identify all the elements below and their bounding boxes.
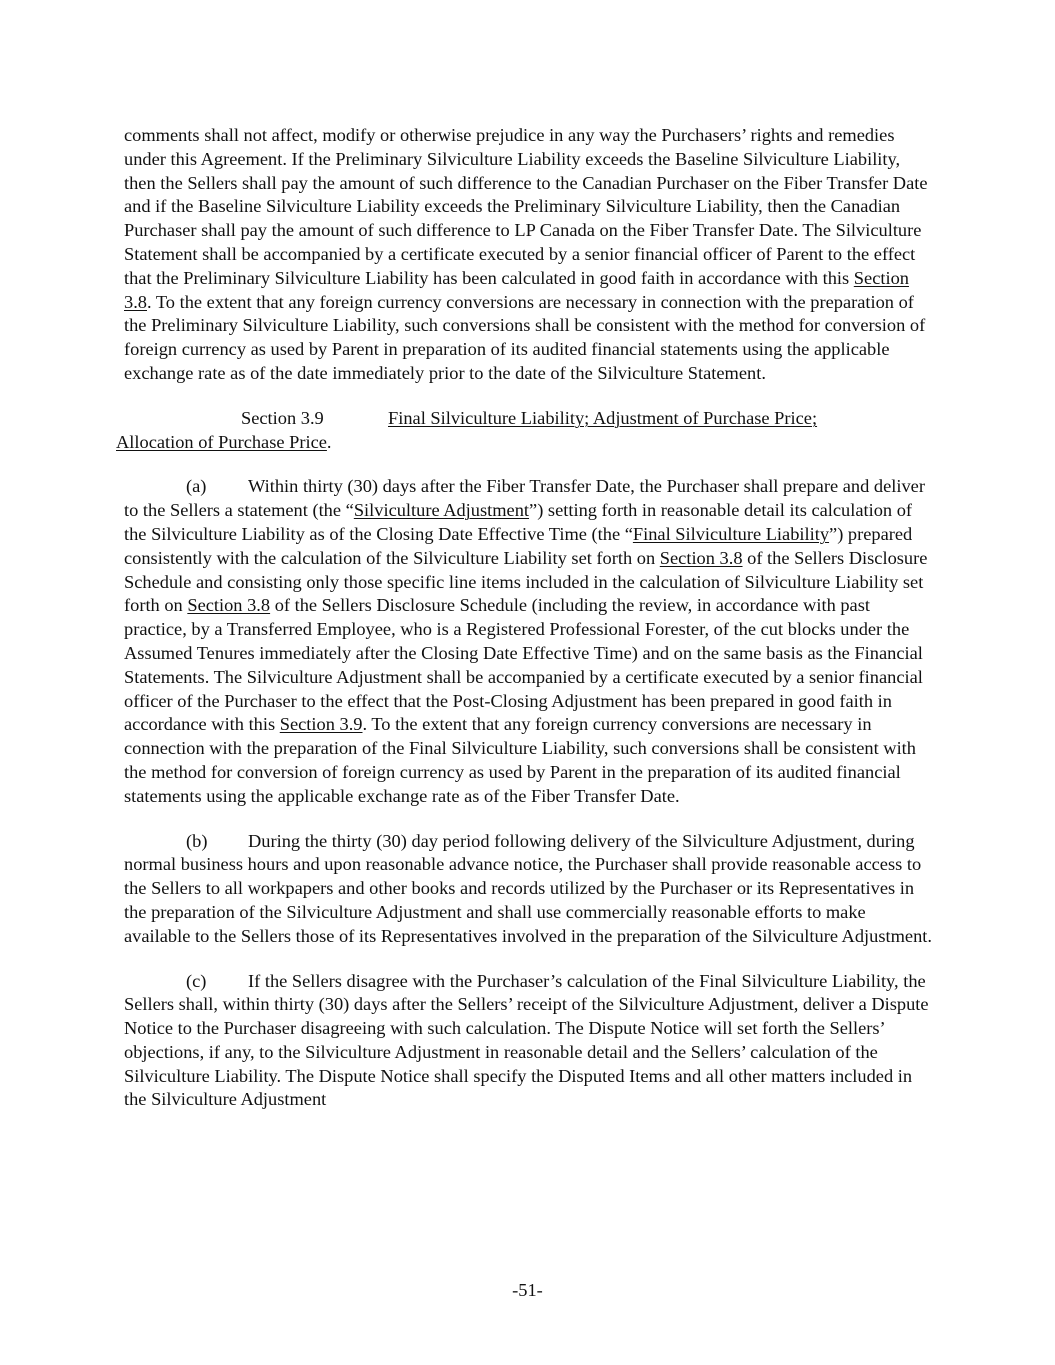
section-heading <box>116 407 932 455</box>
paragraph-c-label: (c) <box>186 970 207 991</box>
defined-term: Silviculture Adjustment <box>353 500 530 521</box>
page-number: -51- <box>512 1280 543 1300</box>
section-title-line2: Allocation of Purchase Price <box>116 431 327 452</box>
section-number: Section 3.9 <box>241 407 324 428</box>
paragraph-b: (b) During the thirty (30) day period following delivery of the Silviculture Adjustment, during normal business hours and upon reasonable advance notice, the Purchaser shall provide reasonable access to the Sellers to all workpapers and other books and records utilized by the Purchaser or its Representatives in the preparation of the Silviculture Adjustment and shall use commercially reasonable efforts to make available to the Sellers those of its Representatives involved in the preparation of the Silviculture Adjustment. <box>124 830 932 946</box>
paragraph-b-label: (b) <box>186 830 208 851</box>
section-reference: Section 3.8 <box>124 267 909 312</box>
section-reference: Section 3.9 <box>279 714 363 735</box>
paragraph-a-label: (a) <box>186 476 207 497</box>
section-title-line1: Final Silviculture Liability; Adjustment of Purchase Price; <box>388 407 818 428</box>
section-title-end: . <box>326 431 332 452</box>
section-reference: Section 3.8 <box>659 547 743 568</box>
paragraph-a: (a) Within thirty (30) days after the Fiber Transfer Date, the Purchaser shall prepare and deliver to the Sellers a statement (the “Silviculture Adjustment”) setting forth in reasonable detail its calculation of the Silviculture Liability as of the Closing Date Effective Time (the “Final Silviculture Liability”) prepared consistently with the calculation of the Silviculture Liability set forth on Section 3.8 of the Sellers Disclosure Schedule and consisting only those specific line items included in the calculation of Silviculture Liability set forth on Section 3.8 of the Sellers Disclosure Schedule (including the review, in accordance with past practice, by a Transferred Employee, who is a Registered Professional Forester, of the cut blocks under the Assumed Tenures immediately after the Closing Date Effective Time) and on the same basis as the Financial Statements. The Silviculture Adjustment shall be accompanied by a certificate executed by a senior financial officer of the Purchaser to the effect that the Post-Closing Adjustment has been prepared in good faith in accordance with this Section 3.9. To the extent that any foreign currency conversions are necessary in connection with the preparation of the Final Silviculture Liability, such conversions shall be consistent with the method for conversion of foreign currency as used by Parent in the preparation of its audited financial statements using the applicable exchange rate as of the Fiber Transfer Date. <box>124 476 928 806</box>
intro-text-2: . To the extent that any foreign currency conversions are necessary in connection with the preparation of the Preliminary Silviculture Liability, such conversions shall be consistent with the method for conversion of foreign currency as used by Parent in preparation of its audited financial statements using the applicable exchange rate as of the date immediately prior to the date of the Silviculture Statement. <box>124 291 926 383</box>
document-page <box>116 124 932 1112</box>
paragraph-c: (c) If the Sellers disagree with the Purchaser’s calculation of the Final Silviculture Liability, the Sellers shall, within thirty (30) days after the Sellers’ receipt of the Silviculture Adjustment, deliver a Dispute Notice to the Purchaser disagreeing with such calculation. The Dispute Notice will set forth the Sellers’ objections, if any, to the Silviculture Adjustment in reasonable detail and the Sellers’ calculation of the Silviculture Liability. The Dispute Notice shall specify the Disputed Items and all other matters included in the Silviculture Adjustment <box>124 970 929 1110</box>
section-reference: Section 3.8 <box>187 595 271 616</box>
intro-text-1: comments shall not affect, modify or otherwise prejudice in any way the Purchasers’ rights and remedies under this Agreement. If the Preliminary Silviculture Liability exceeds the Baseline Silviculture Liability, then the Sellers shall pay the amount of such difference to the Canadian Purchaser on the Fiber Transfer Date and if the Baseline Silviculture Liability exceeds the Preliminary Silviculture Liability, then the Canadian Purchaser shall pay the amount of such difference to LP Canada on the Fiber Transfer Date. The Silviculture Statement shall be accompanied by a certificate executed by a senior financial officer of Parent to the effect that the Preliminary Silviculture Liability has been calculated in good faith in accordance with this <box>124 125 928 288</box>
intro-paragraph <box>124 124 932 386</box>
defined-term: Final Silviculture Liability <box>632 523 830 544</box>
